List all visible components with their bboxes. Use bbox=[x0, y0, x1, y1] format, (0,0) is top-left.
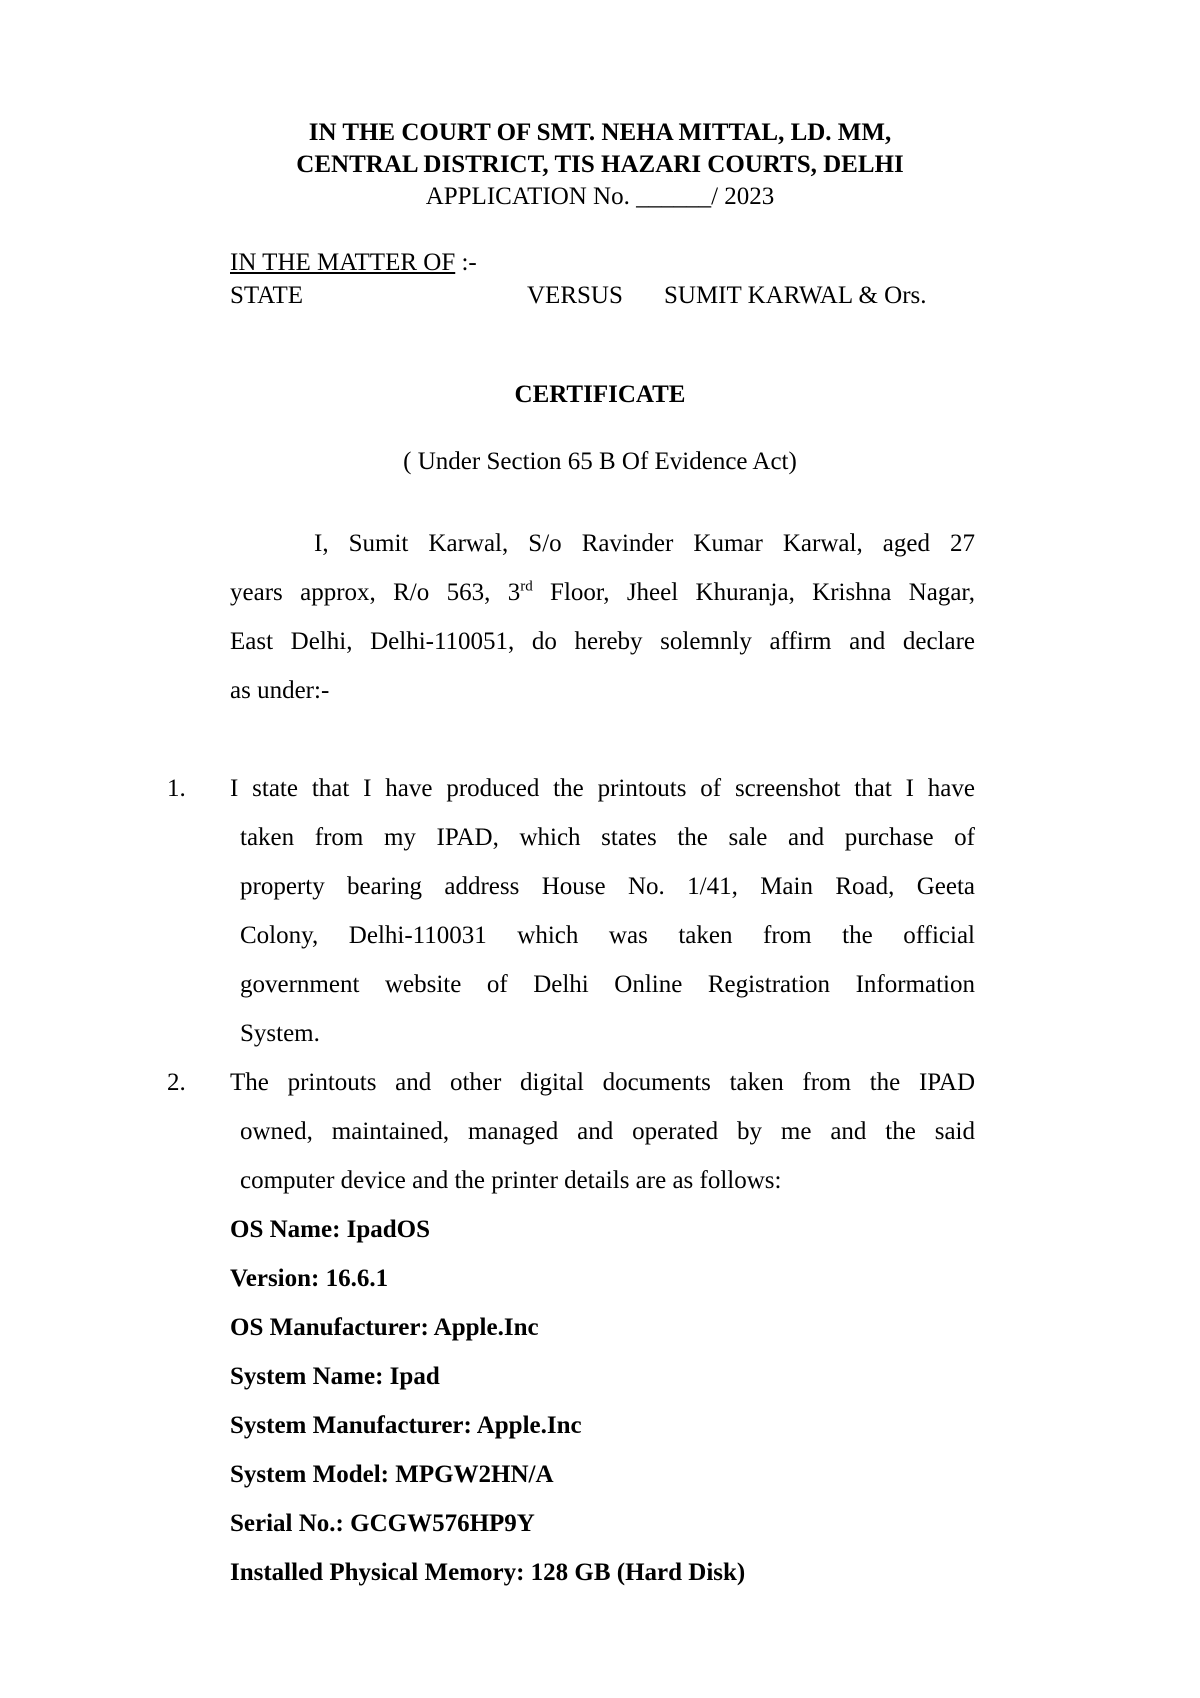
ordinal-superscript: rd bbox=[520, 578, 533, 595]
intro-line-2b: Floor, Jheel Khuranja, Krishna Nagar, bbox=[532, 579, 975, 606]
point-1-line-2: taken from my IPAD, which states the sale and purchase of bbox=[240, 824, 975, 851]
intro-paragraph bbox=[230, 529, 975, 725]
point-2-line-1: The printouts and other digital documents taken from the IPAD bbox=[230, 1069, 975, 1096]
application-number: APPLICATION No. ______/ 2023 bbox=[425, 183, 775, 210]
intro-line-1: I, Sumit Karwal, S/o Ravinder Kumar Karwal, aged 27 bbox=[314, 530, 975, 557]
matter-heading bbox=[230, 248, 477, 278]
spec-os-name: OS Name: IpadOS bbox=[230, 1216, 431, 1243]
matter-label: IN THE MATTER OF bbox=[230, 249, 456, 276]
point-1-text bbox=[230, 774, 975, 1068]
point-1-line-5: government website of Delhi Online Registration Information bbox=[240, 971, 975, 998]
point-2-line-3: computer device and the printer details are as follows: bbox=[240, 1167, 782, 1194]
party-accused: SUMIT KARWAL & Ors. bbox=[664, 282, 927, 309]
spec-serial-number: Serial No.: GCGW576HP9Y bbox=[230, 1510, 535, 1537]
point-1-number: 1. bbox=[167, 775, 186, 802]
spec-system-manufacturer: System Manufacturer: Apple.Inc bbox=[230, 1412, 582, 1439]
versus-label: VERSUS bbox=[527, 282, 623, 309]
point-1-line-6: System. bbox=[240, 1020, 320, 1047]
spec-system-model: System Model: MPGW2HN/A bbox=[230, 1461, 554, 1488]
intro-line-4: as under:- bbox=[230, 677, 330, 704]
court-heading-line2: CENTRAL DISTRICT, TIS HAZARI COURTS, DELHI bbox=[296, 151, 904, 178]
certificate-subtitle: ( Under Section 65 B Of Evidence Act) bbox=[403, 448, 797, 475]
intro-line-3: East Delhi, Delhi-110051, do hereby solemnly affirm and declare bbox=[230, 628, 975, 655]
spec-os-manufacturer: OS Manufacturer: Apple.Inc bbox=[230, 1314, 539, 1341]
spec-version: Version: 16.6.1 bbox=[230, 1265, 389, 1292]
court-heading-line1: IN THE COURT OF SMT. NEHA MITTAL, LD. MM, bbox=[308, 119, 892, 146]
point-1-line-4: Colony, Delhi-110031 which was taken from the official bbox=[240, 922, 975, 949]
intro-line-2a: years approx, R/o 563, 3 bbox=[230, 579, 521, 606]
intro-line-2 bbox=[230, 578, 975, 627]
point-2-text bbox=[230, 1068, 975, 1215]
spec-system-name: System Name: Ipad bbox=[230, 1363, 440, 1390]
party-state: STATE bbox=[230, 282, 303, 309]
point-1-line-3: property bearing address House No. 1/41, Main Road, Geeta bbox=[240, 873, 975, 900]
point-2-number: 2. bbox=[167, 1069, 186, 1096]
spec-physical-memory: Installed Physical Memory: 128 GB (Hard Disk) bbox=[230, 1559, 746, 1586]
certificate-title: CERTIFICATE bbox=[514, 381, 686, 408]
point-2-line-2: owned, maintained, managed and operated by me and the said bbox=[240, 1118, 975, 1145]
matter-label-suffix: :- bbox=[455, 249, 477, 276]
point-1-line-1: I state that I have produced the printouts of screenshot that I have bbox=[230, 775, 975, 802]
